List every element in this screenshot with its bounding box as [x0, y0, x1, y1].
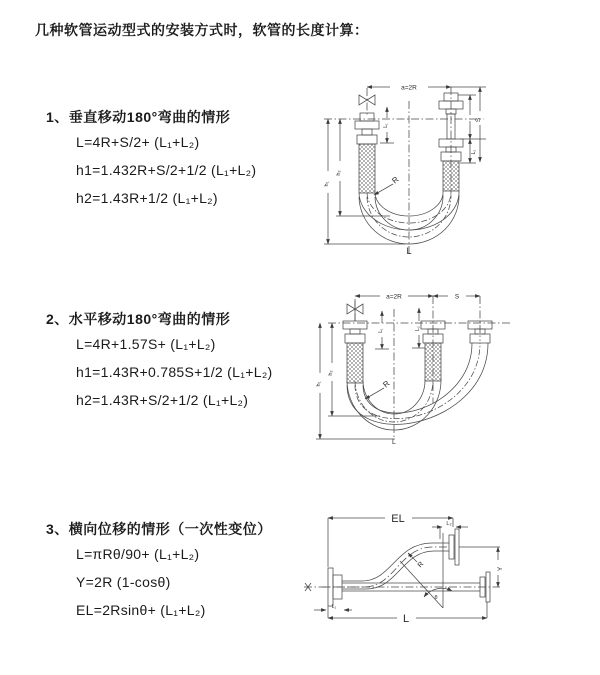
dim-label-y: Y	[497, 566, 504, 572]
section-2-heading: 2、水平移动180°弯曲的情形	[46, 311, 231, 327]
dim-label-h1: h₁	[324, 181, 330, 187]
section-1-formula-h1: h1=1.432R+S/2+1/2 (L₁+L₂)	[76, 162, 257, 178]
diagram-2-linework	[316, 293, 510, 439]
diagram-lateral-displacement	[300, 505, 600, 650]
dim-label-l1: L₁	[383, 123, 389, 128]
section-1-heading: 1、垂直移动180°弯曲的情形	[46, 109, 231, 125]
dim-label-h1: h₁	[316, 381, 322, 387]
dim-label-a2r: a=2R	[386, 293, 402, 301]
diagram-horizontal-bend	[310, 281, 595, 463]
radius-label: R	[416, 560, 426, 570]
diagram-vertical-bend	[310, 75, 595, 260]
length-label: L	[402, 613, 410, 625]
dim-label-a2r: a=2R	[401, 84, 417, 92]
dim-label-el: EL	[391, 513, 405, 525]
diagram-3-labels	[332, 513, 504, 625]
diagram-3-linework	[304, 518, 500, 618]
section-3-formula-l: L=πRθ/90+ (L₁+L₂)	[76, 546, 200, 562]
section-2-formula-h2: h2=1.43R+S/2+1/2 (L₁+L₂)	[76, 392, 249, 408]
dim-label-l2: L₂	[471, 149, 477, 155]
dim-label-h2: h₂	[336, 170, 342, 176]
dim-label-s: S	[454, 293, 460, 301]
section-3-formula-y: Y=2R (1-cosθ)	[76, 574, 171, 590]
section-1-formula-h2: h2=1.43R+1/2 (L₁+L₂)	[76, 190, 218, 206]
dim-label-l2: L₂	[446, 521, 452, 527]
length-label: L	[406, 246, 412, 256]
section-1-formula-l: L=4R+S/2+ (L₁+L₂)	[76, 134, 200, 150]
diagram-1-linework	[324, 84, 486, 256]
radius-label: R	[381, 378, 392, 390]
dim-label-l1: L₁	[378, 328, 384, 333]
section-2-formula-h1: h1=1.43R+0.785S+1/2 (L₁+L₂)	[76, 364, 273, 380]
dim-label-l2: L₂	[415, 326, 421, 331]
dim-label-h2: h₂	[328, 370, 334, 376]
section-3-formula-el: EL=2Rsinθ+ (L₁+L₂)	[76, 602, 206, 618]
radius-label: R	[390, 174, 401, 186]
length-label: L	[392, 439, 396, 446]
dim-label-l1: L₁	[331, 604, 337, 610]
section-3-heading: 3、横向位移的情形（一次性变位）	[46, 521, 272, 537]
angle-label: θ	[434, 595, 438, 601]
dim-label-s: S	[475, 117, 482, 123]
page-title: 几种软管运动型式的安装方式时，软管的长度计算：	[35, 22, 369, 38]
section-2-formula-l: L=4R+1.57S+ (L₁+L₂)	[76, 336, 216, 352]
